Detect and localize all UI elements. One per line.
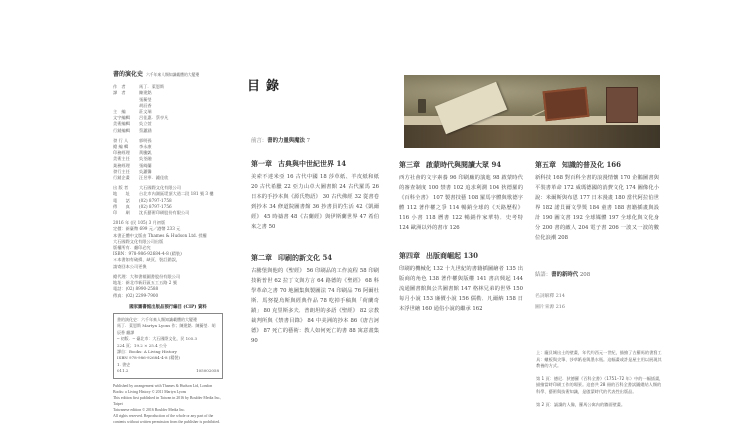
staff-list — [113, 138, 223, 181]
price-line: 定價：新臺幣 699 元／港幣 233 元 — [113, 226, 181, 232]
toc-preface[interactable]: 前言：書的力量與魔法 7 — [251, 138, 311, 144]
staff-row: 業務經理 張綺蘭 — [113, 162, 152, 168]
staff-row: 總 編 輯 李永康 — [113, 144, 152, 150]
toc-backmatter — [535, 292, 565, 313]
chapter-sections: 新科技 168 對百科全書的浪漫情懷 170 企鵝圖書與平裝書革命 172 威瑪德國的消費文化 174 圖像化小說：米爾斯與布恩 177 日本漫畫 180 當代阿拉伯世界 182 諾貝爾文學獎 184 童書 188 書籍插畫與設計 190 圖文書 192 全球媒體 197 全球化與文化身分 200 書的敵人 204 電子書 206 一波又一波的數位化浪潮 208 — [535, 175, 659, 241]
staff-row: 行銷企畫 汪昱寧．鍾佳欣 — [113, 175, 169, 181]
chapter-title: 第一章 古典與中世紀世界 14 — [251, 159, 347, 168]
toc-heading: 目錄 — [247, 79, 286, 94]
distributor-info — [113, 274, 223, 299]
toc-chapter-5[interactable] — [535, 160, 659, 243]
isbn-line: ISBN：978-986-92684-4-8 (精裝) — [113, 251, 182, 257]
caption-above: 上：龐貝城出土的壁畫，年代約西元一世紀，描繪了古羅馬的書寫工具：蠟板與尖筆、莎草紙卷與墨水瓶。這幅畫或許是屋主用以展現其教養的方式。 — [536, 350, 662, 369]
cip-footer — [117, 368, 219, 374]
toc-chapter-4[interactable] — [399, 251, 523, 314]
toc-chapter-2[interactable] — [251, 253, 379, 346]
chapter-page: 166 — [606, 160, 622, 169]
chapter-page: 130 — [463, 251, 479, 260]
copyright-page — [113, 72, 223, 425]
cip-line: 224 頁；19.2 × 25.4 公分 — [117, 342, 167, 348]
image-captions — [536, 350, 664, 414]
chapter-sections: 古騰堡與他的《聖經》 56 印刷品的工作流程 58 印刷技術普世 62 拉丁文與方言 64 路德的《聖經》 68 科學革命之書 70 地圖集與製圖法 74 印刷品 76 阿爾杜斯．馬努提烏斯與經典作品 78 吃掉手稿與「荷蘭奇蹟」 80 克里斯多夫．普朗坦的多語《聖經》 82 宗教裁判所與《禁書目錄》 84 中美洲的抄本 86《唐吉訶德》 87 死亡的藝術：教人如何死亡的書 88 寓意畫集 90 — [251, 268, 379, 344]
chapter-title: 第二章 印刷的新文化 54 — [251, 253, 333, 262]
chapter-sections: 印刷的機械化 132 十九世紀的書籍插圖繪者 135 出版商的角色 138 著作權與版權 141 書店興起 144 流通圖書館與公共圖書館 147 格林兄弟的世界 150 每月小說 153 廉價小說 156 儒勒．凡爾納 158 日本浮世繪 160 通俗小說的繼承 162 — [399, 266, 523, 312]
book-title-block — [113, 72, 223, 78]
edition-line: 本書正體中文版由 Thames & Hudson Ltd. 授權 — [113, 232, 207, 238]
distributor-line: 傳真：(02) 2299-7900 — [113, 292, 159, 298]
edition-line: 大石國際文化有限公司出版 — [113, 238, 164, 244]
credit-row: 美術編輯 吳立萱 — [113, 121, 152, 127]
inkpot-figure — [418, 99, 426, 113]
preface-title: 書的力量與魔法 — [267, 138, 305, 144]
cip-line: ─ 初版．─ 臺北市：大石國際文化，民 105.3 — [117, 336, 198, 342]
chapter-sections: 西方社會的文字素養 96 印刷廠的演進 98 啟蒙時代的審查制度 100 禁書 102 追求利潤 104 狄德羅的《百科全書》 107 製書技藝 108 羅馬字體與歌德字體 112 著作權之爭 114 暢銷全球的《天路歷程》 116 小書 118 曆書 122 暢銷作家華特．史考特 124 歐洲以外的書市 126 — [399, 175, 523, 231]
publisher-row: 傳 真 (02) 8797-1756 — [113, 203, 172, 209]
cip-line: 1. 書史 — [117, 361, 131, 367]
credit-row: 張蘅瑩 — [139, 96, 152, 102]
edition-line: 版權所有．翻印必究 — [113, 245, 151, 251]
wax-tablet-figure — [543, 87, 590, 121]
chapter-title: 第三章 啟蒙時代與閱讀大眾 94 — [399, 160, 502, 169]
toc-glossary[interactable]: 名詞解釋 214 — [535, 294, 565, 299]
credit-row: 作 者 馬丁．萊恩斯 — [113, 84, 165, 90]
edition-info — [113, 220, 223, 270]
cip-line: 馬丁．萊恩斯 Martyn Lyons 作；陳建銘．陳蘅瑩．胡辰香 翻譯 — [117, 323, 216, 335]
credit-row: 行銷編輯 蔡蕙涵 — [113, 127, 152, 133]
english-rights-notice: Published by arrangement with Thames & Hudson Ltd, London Books: a Living History © 2011 Martyn Lyons This edition first published in Taiwan in 2016 by Boulder Media Inc., Taipei Taiwanese edition © 2016 Boulder Media Inc. All rights reserved. Reproduction of the whole or any part of the contents without written permission from the publisher is prohibited. — [113, 383, 222, 424]
chapter-page: 54 — [322, 253, 333, 262]
credit-row: 主 編 莊文瑞 — [113, 109, 152, 115]
epilogue-title: 書的新時代 — [551, 272, 579, 278]
cip-line: 譯自：Books: A Living History — [117, 348, 177, 354]
book-title: 書的演化史 — [113, 71, 144, 78]
cip-line: 書的演化史：六千年來人類知識載體的大變遷 — [117, 316, 197, 322]
distributor-line: 地址：新北市新莊區五工五路 2 號 — [113, 280, 177, 286]
fresco-illustration — [404, 75, 660, 148]
book-subtitle: 六千年來人類知識載體的大變遷 — [146, 72, 200, 77]
cip-record-number: 105002058 — [196, 368, 219, 374]
cip-heading: 國家圖書館出版品預行編目 (CIP) 資料 — [129, 304, 207, 310]
classification-number: 011.2 — [117, 368, 129, 374]
publisher-row: 地 址 台北市內湖區堤頂大道二段 181 號 3 樓 — [113, 191, 214, 197]
distributor-line: 電話：(02) 8990-2588 — [113, 286, 159, 292]
staff-row: 發行主任 吳蕙馨 — [113, 168, 152, 174]
edition-line: ＊本書如有破損、缺頁、裝訂錯誤， — [113, 257, 181, 263]
codex-figure — [606, 87, 638, 123]
publisher-info — [113, 185, 223, 216]
preface-page: 7 — [306, 138, 311, 144]
toc-epilogue[interactable]: 結語：書的新時代 208 — [535, 272, 591, 278]
chapter-title: 第五章 知識的普及化 166 — [535, 160, 622, 169]
toc-chapter-1[interactable] — [251, 159, 379, 232]
cip-box — [113, 313, 223, 379]
staff-row: 印務經理 黃騰凱 — [113, 150, 152, 156]
distributor-line: 總代理：大和書報圖書股份有限公司 — [113, 273, 181, 279]
edition-line: 2016 年 (民 105) 3 月初版 — [113, 220, 166, 226]
epilogue-page: 208 — [579, 272, 591, 278]
chapter-sections: 美索不達米亞 16 古代中國 18 莎草紙、羊皮紙和紙 20 古代希臘 22 亞力山卓大圖書館 24 古代羅馬 26 日本的手抄本與《源氏物語》 30 古代佛經 32 從書卷到抄本 34 修道院圖書館 36 抄書員的生活 42《凱爾經》 45 時禱書 48《古蘭經》與伊斯蘭世界 47 希伯來之書 50 — [251, 174, 379, 230]
chapter-page: 14 — [336, 159, 347, 168]
credit-row: 譯 者 陳建銘 — [113, 90, 152, 96]
chapter-title: 第四章 出版商崛起 130 — [399, 251, 479, 260]
edition-line: 請寄回本公司更換 — [113, 263, 147, 269]
publisher-row: 電 話 (02) 8797-1758 — [113, 197, 172, 203]
caption-page-1: 第 1 頁：德尼．狄德羅《百科全書》（1751–72 年）中的一幅插畫，描繪當時印刷工作的場景。這套共 28 冊的百科全書試圖總結人類的科學、藝術與技術知識，是啟蒙時代的代表性出版品。 — [536, 375, 664, 394]
chapter-page: 94 — [491, 160, 502, 169]
staff-row: 發 行 人 郭明孫 — [113, 137, 152, 143]
credits-list — [113, 84, 223, 134]
publisher-row: 出 版 者 大石國際文化有限公司 — [113, 185, 181, 191]
toc-picture-credits[interactable]: 圖片來源 216 — [535, 304, 565, 310]
credit-row: 胡辰香 — [139, 102, 152, 108]
cip-line: ISBN 978-986-92684-4-8 (精裝) — [117, 355, 180, 361]
caption-page-2: 第 2 頁：誦讀的人像，羅馬公寓內的牆面壁畫。 — [536, 401, 626, 407]
staff-row: 美術主任 吳荃融 — [113, 156, 152, 162]
publisher-row: 印 刷 沈氏藝術印刷股份有限公司 — [113, 210, 190, 216]
credit-row: 文字編輯 呂佳惠．蔡亭凡 — [113, 115, 169, 121]
toc-chapter-3[interactable] — [399, 160, 523, 233]
